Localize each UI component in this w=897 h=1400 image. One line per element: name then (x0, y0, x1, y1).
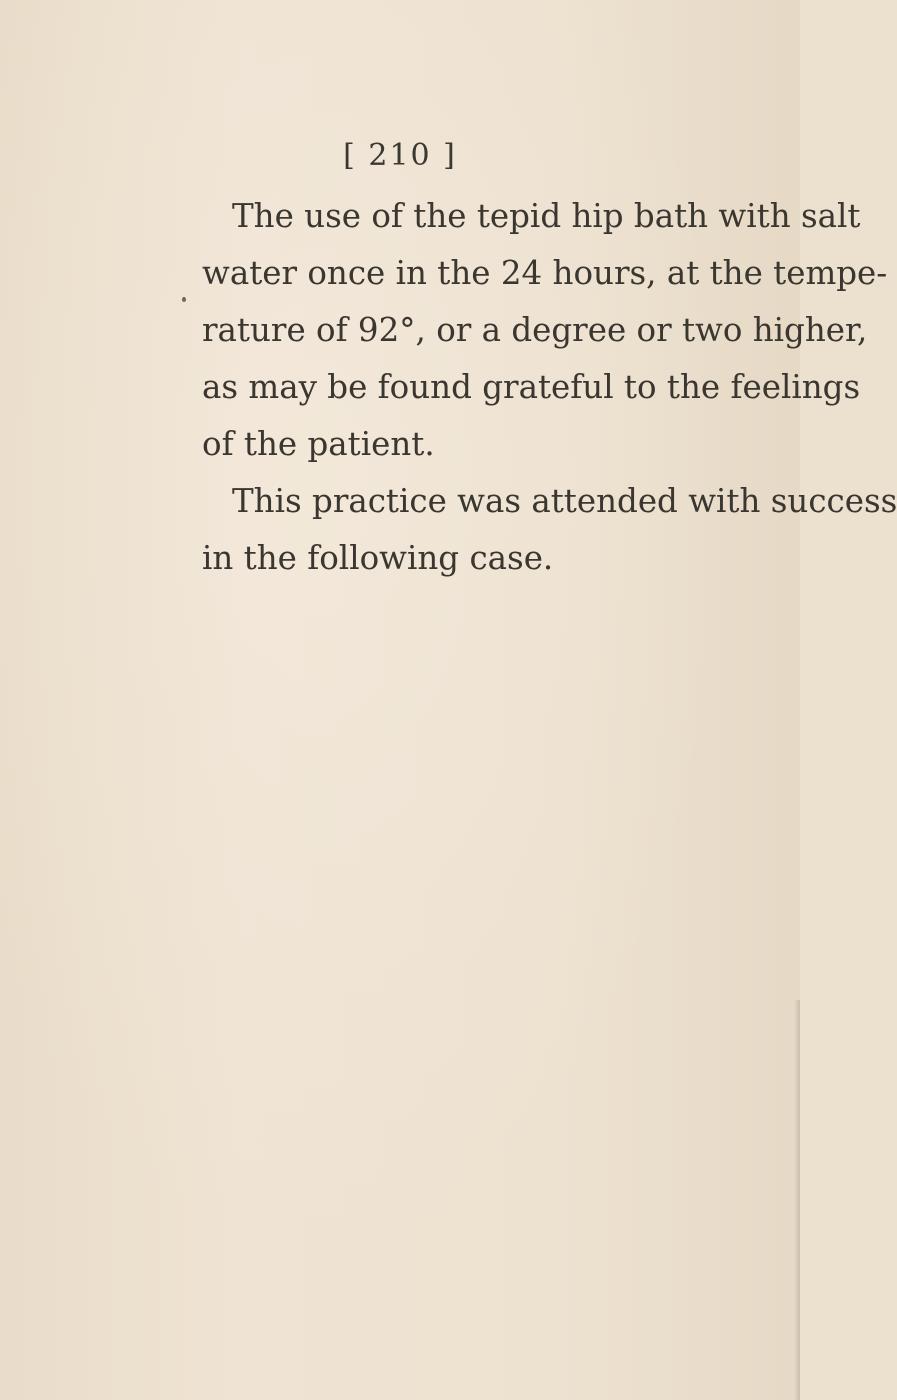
paragraph-2 (202, 473, 897, 587)
text-line: This practice was attended with success (232, 482, 897, 520)
text-line: rature of 92°, or a degree or two higher, (202, 311, 868, 349)
body-text (202, 188, 897, 587)
text-line: as may be found grateful to the feelings (202, 368, 861, 406)
paragraph-1 (202, 188, 888, 473)
text-line: water once in the 24 hours, at the tempe- (202, 254, 888, 292)
page-edge-shadow (794, 1000, 800, 1400)
page-number: [ 210 ] (343, 138, 457, 173)
text-line: in the following case. (202, 539, 554, 577)
ink-speck (182, 297, 186, 302)
text-line: The use of the tepid hip bath with salt (232, 197, 861, 235)
text-line: of the patient. (202, 425, 435, 463)
